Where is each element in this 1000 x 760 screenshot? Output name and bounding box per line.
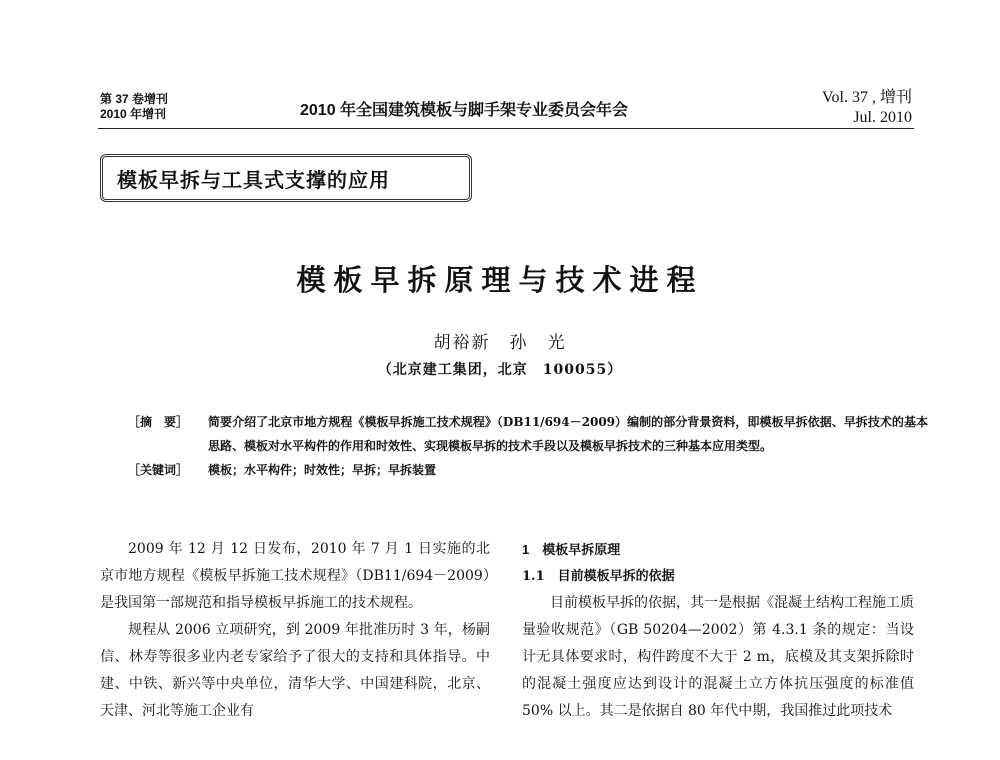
date-line-en: Jul. 2010 xyxy=(853,109,912,126)
column-label-box xyxy=(100,154,472,202)
abstract-row xyxy=(128,410,928,458)
section-heading: 1 模板早拆原理 xyxy=(522,542,621,557)
abstract-block xyxy=(128,410,928,482)
keywords-label: ［关键词］ xyxy=(128,463,189,477)
column-label: 模板早拆与工具式支撑的应用 xyxy=(117,169,390,192)
abstract-text: 简要介绍了北京市地方规程《模板早拆施工技术规程》（DB11/694－2009）编制的部分背景资料，即模板早拆依据、早拆技术的基本思路、模板对水平构件的作用和时效性、实现模板早拆的技术手段以及模板早拆技术的三种基本应用类型。 xyxy=(208,415,928,453)
journal-volume-info xyxy=(100,92,168,122)
volume-line: 第 37 卷增刊 xyxy=(100,92,169,106)
year-line: 2010 年增刊 xyxy=(100,107,167,121)
journal-volume-info-en xyxy=(822,88,912,128)
paragraph: 规程从 2006 立项研究，到 2009 年批准历时 3 年，杨嗣信、林寿等很多业内老专家给予了很大的支持和具体指导。中建、中铁、新兴等中央单位，清华大学、中国建科院，北京、天津、河北等施工企业有 xyxy=(100,622,490,719)
body-column-left xyxy=(100,536,490,725)
body-column-right xyxy=(522,536,914,725)
authors: 胡裕新 孙 光 xyxy=(433,333,567,353)
paragraph: 目前模板早拆的依据，其一是根据《混凝土结构工程施工质量验收规范》（GB 50204—2002）第 4.3.1 条的规定：当设计无具体要求时，构件跨度不大于 2 m，底模及其支架拆除时的混凝土强度应达到设计的混凝土立方体抗压强度的标准值 50% 以上。其二是依据自 80 年代中期，我国推过此项技术 xyxy=(522,595,914,719)
header-rule xyxy=(98,128,914,129)
keywords-row xyxy=(128,458,928,482)
subsection-heading: 1.1 目前模板早拆的依据 xyxy=(522,569,675,584)
article-title: 模板早拆原理与技术进程 xyxy=(296,263,704,297)
conference-title: 2010 年全国建筑模板与脚手架专业委员会年会 xyxy=(300,102,629,119)
paragraph: 2009 年 12 月 12 日发布，2010 年 7 月 1 日实施的北京市地方规程《模板早拆施工技术规程》（DB11/694－2009）是我国第一部规范和指导模板早拆施工的技术规程。 xyxy=(100,541,490,611)
volume-line-en: Vol. 37 , 增刊 xyxy=(822,89,912,106)
affiliation: （北京建工集团，北京 100055） xyxy=(377,362,623,378)
abstract-label: ［摘 要］ xyxy=(128,415,189,429)
keywords-text: 模板；水平构件；时效性；早拆；早拆装置 xyxy=(208,463,437,477)
